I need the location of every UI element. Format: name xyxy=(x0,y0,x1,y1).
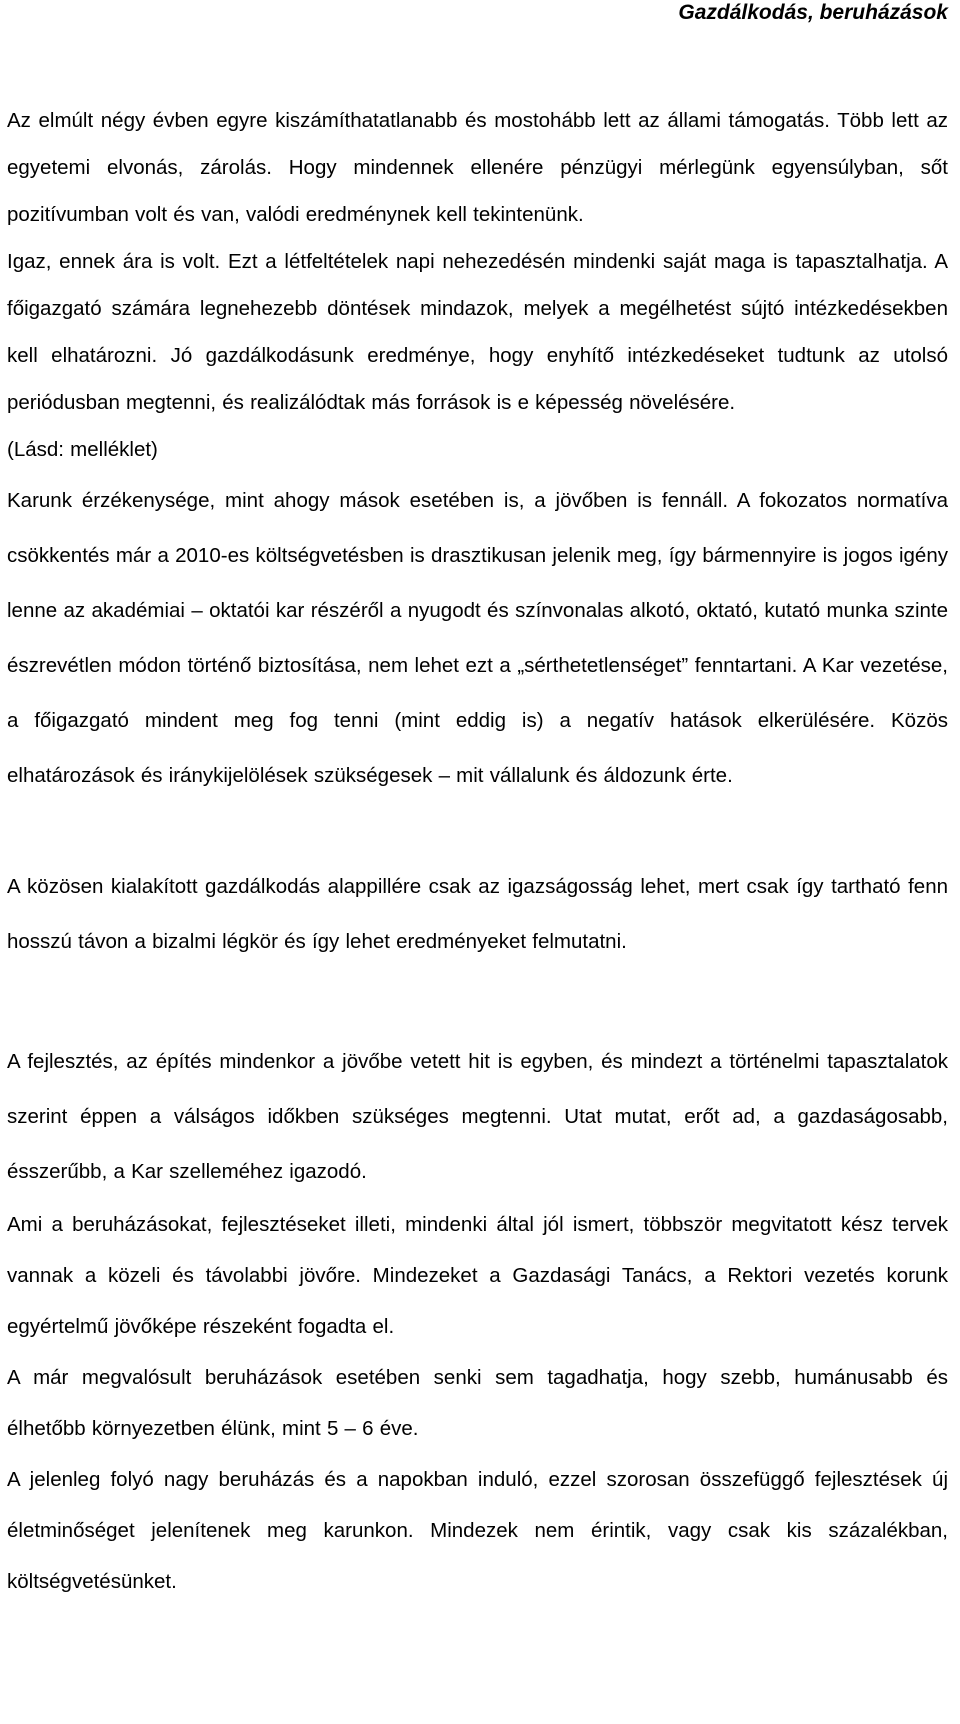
paragraph-gap xyxy=(7,969,948,1034)
paragraph-current-investment: A jelenleg folyó nagy beruházás és a napokban induló, ezzel szorosan összefüggő fejlesztések új életminőséget jelenítenek meg karunkon. Mindezek nem érintik, vagy csak kis százalékban, költségvetésünket. xyxy=(7,1468,948,1593)
paragraph-completed-investments: A már megvalósult beruházások esetében senki sem tagadhatja, hogy szebb, humánusabb és élhetőbb környezetben élünk, mint 5 – 6 éve. xyxy=(7,1366,948,1440)
paragraph-investments: Ami a beruházásokat, fejlesztéseket illeti, mindenki által jól ismert, többször megvitatott kész tervek vannak a közeli és távolabbi jövőre. Mindezeket a Gazdasági Tanács, a Rektori vezetés korunk egyértelmű jövőképe részeként fogadta el. xyxy=(7,1213,948,1338)
paragraph-cost: Igaz, ennek ára is volt. Ezt a létfeltételek napi nehezedésén mindenki saját maga is tapasztalhatja. A főigazgató számára legnehezebb döntések mindazok, melyek a megélhetést sújtó intézkedésekben kell elhatározni. Jó gazdálkodásunk eredménye, hogy enyhítő intézkedéseket tudtunk az utolsó periódusban megtenni, és realizálódtak más források is e képesség növelésére. xyxy=(7,250,948,414)
paragraph-gap xyxy=(7,803,948,859)
document-body xyxy=(7,97,948,1607)
paragraph-sensitivity: Karunk érzékenysége, mint ahogy mások esetében is, a jövőben is fennáll. A fokozatos normatíva csökkentés már a 2010-es költségvetésben is drasztikusan jelenik meg, így bármennyire is jogos igény lenne az akadémiai – oktatói kar részéről a nyugodt és színvonalas alkotó, oktató, kutató munka szinte észrevétlen módon történő biztosítása, nem lehet ezt a „sérthetetlenséget” fenntartani. A Kar vezetése, a főigazgató mindent meg fog tenni (mint eddig is) a negatív hatások elkerülésére. Közös elhatározások és iránykijelölések szükségesek – mit vállalunk és áldozunk érte. xyxy=(7,489,948,787)
paragraph-fairness: A közösen kialakított gazdálkodás alappillére csak az igazságosság lehet, mert csak így tartható fenn hosszú távon a bizalmi légkör és így lehet eredményeket felmutatni. xyxy=(7,875,948,953)
paragraph-development: A fejlesztés, az építés mindenkor a jövőbe vetett hit is egyben, és mindezt a történelmi tapasztalatok szerint éppen a válságos időkben szükséges megtenni. Utat mutat, erőt ad, a gazdaságosabb, ésszerűbb, a Kar szelleméhez igazodó. xyxy=(7,1050,948,1183)
paragraph-funding: Az elmúlt négy évben egyre kiszámíthatatlanabb és mostohább lett az állami támogatás. Több lett az egyetemi elvonás, zárolás. Hogy mindennek ellenére pénzügyi mérlegünk egyensúlyban, sőt pozitívumban volt és van, valódi eredménynek kell tekintenünk. xyxy=(7,109,948,226)
paragraph-see-appendix: (Lásd: melléklet) xyxy=(7,438,158,461)
section-header: Gazdálkodás, beruházások xyxy=(678,1,948,24)
